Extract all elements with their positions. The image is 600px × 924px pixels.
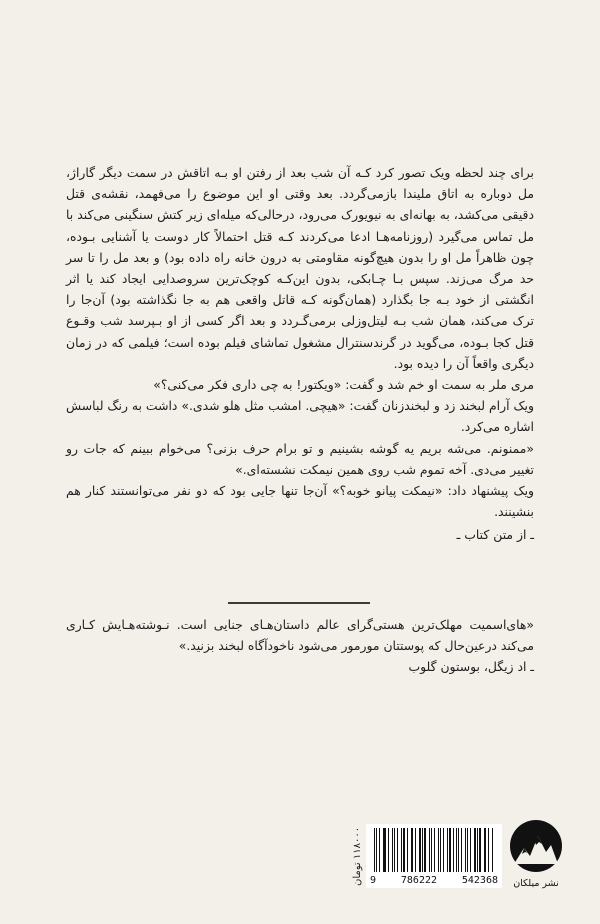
barcode-bar: [392, 828, 393, 872]
barcode-bar: [403, 828, 405, 872]
barcode-bar: [470, 828, 471, 872]
barcode-bar: [447, 828, 448, 872]
barcode-bar: [376, 828, 377, 872]
barcode-bar: [394, 828, 395, 872]
barcode-bar: [401, 828, 402, 872]
barcode-bar: [429, 828, 430, 872]
barcode-bar: [383, 828, 384, 872]
barcode-bars: [374, 828, 494, 872]
price-label: ۱۱۸۰۰۰ تومان: [352, 826, 363, 886]
barcode-bar: [453, 828, 454, 872]
barcode-bar: [488, 828, 489, 872]
barcode: [366, 824, 502, 888]
barcode-bar: [419, 828, 420, 872]
barcode-bar: [477, 828, 478, 872]
barcode-bar: [412, 828, 413, 872]
barcode-bar: [438, 828, 439, 872]
excerpt-paragraph-3: ویک آرام لبخند زد و لبخندزنان گفت: «هیچی. امشب مثل هلو شدی.» داشت به رنگ لباسش اشاره می‌کرد.: [66, 398, 534, 435]
publisher-name: نشر میلکان: [513, 878, 559, 889]
barcode-digit-group: 786222: [400, 875, 438, 886]
barcode-bar: [434, 828, 435, 872]
review-attribution: ـ اد زیگل، بوستون گلوب: [408, 659, 534, 675]
barcode-bar: [479, 828, 480, 872]
excerpt-paragraph-5: ویک پیشنهاد داد: «نیمکت پیانو خوبه؟» آن‌جا تنها جایی بود که دو نفر می‌توانستند کنار هم بنشینند.: [66, 483, 534, 520]
barcode-bar: [431, 828, 432, 872]
section-divider: [228, 602, 370, 604]
barcode-bar: [397, 828, 398, 872]
barcode-digit-group: 542368: [461, 875, 498, 886]
barcode-bar: [374, 828, 375, 872]
barcode-bar: [461, 828, 462, 872]
barcode-bar: [411, 828, 412, 872]
review-quote: «های‌اسمیت مهلک‌ترین هستی‌گرای عالم داستان‌هـای جنایی است. نـوشته‌هـایش کـاری می‌کند درعین‌حال که پوستتان مورمور می‌شود ناخودآگاه لبخند بزنید.»: [66, 617, 534, 654]
barcode-bar: [415, 828, 416, 872]
barcode-bar: [379, 828, 380, 872]
barcode-bar: [456, 828, 457, 872]
barcode-bar: [388, 828, 389, 872]
barcode-digits: [370, 875, 498, 886]
review-quote-block: [66, 614, 534, 678]
barcode-bar: [465, 828, 466, 872]
barcode-bar: [458, 828, 459, 872]
excerpt-source: ـ از متن کتاب ـ: [456, 527, 534, 543]
excerpt-paragraph-1: برای چند لحظه ویک تصور کرد کـه آن شب بعد از رفتن او بـه اتاقش در سمت دیگر گاراژ، مل دوباره به اتاق ملیندا بازمی‌گردد. بعد وقتی او این موضوع را می‌فهمد، نقشه‌ی قتل دقیقی می‌کشد، به بهانه‌ای به نیویورک می‌رود، درحالی‌که میله‌ای زیر کتش سنگینی می‌کند با مل تماس می‌گیرد (روزنامه‌هـا ادعا می‌کردند کـه قتل احتمالاً کار دوست یا آشنایی بـوده، چون ظاهراً مل او را بدون هیچ‌گونه مقاومتی به درون خانه راه داده بود) و بعد مل را تا سر حد مرگ می‌زند. سپس بـا چـابکی، بدون این‌کـه کوچک‌ترین سروصدایی ایجاد کند یا اثر انگشتی از خود بـه جا بگذارد (همان‌گونه کـه قاتل واقعی هم به جا نگذاشته بود) آن‌جا را ترک می‌کند، همان شب بـه لیتل‌وزلی برمی‌گـردد و بعد اگر کسی از او بـپرسد شب وقـوع قتل کجا بـوده، می‌گوید در گرندسنترال مشغول تماشای فیلم بوده است؛ فیلمی که در زمان دیگری واقعاً آن را دیده بود.: [66, 165, 534, 371]
barcode-bar: [422, 828, 423, 872]
barcode-digit-group: 9: [370, 875, 377, 886]
book-excerpt: [66, 162, 534, 546]
barcode-bar: [467, 828, 468, 872]
excerpt-paragraph-4: «ممنونم. می‌شه بریم یه گوشه بشینیم و تو برام حرف بزنی؟ می‌خوام ببینم که جات رو تغییر می‌دی. آخه تموم شب روی همین نیمکت نشسته‌ای.»: [66, 440, 534, 477]
barcode-bar: [474, 828, 476, 872]
excerpt-paragraph-2: مری ملر به سمت او خم شد و گفت: «ویکتور! به چی داری فکر می‌کنی؟»: [153, 377, 534, 393]
barcode-bar: [440, 828, 441, 872]
barcode-bar: [407, 828, 408, 872]
barcode-bar: [449, 828, 451, 872]
mountains-logo-icon: [508, 818, 564, 880]
barcode-bar: [485, 828, 486, 872]
barcode-bar: [424, 828, 426, 872]
barcode-bar: [484, 828, 485, 872]
barcode-bar: [443, 828, 444, 872]
barcode-bar: [492, 828, 493, 872]
barcode-bar: [384, 828, 386, 872]
